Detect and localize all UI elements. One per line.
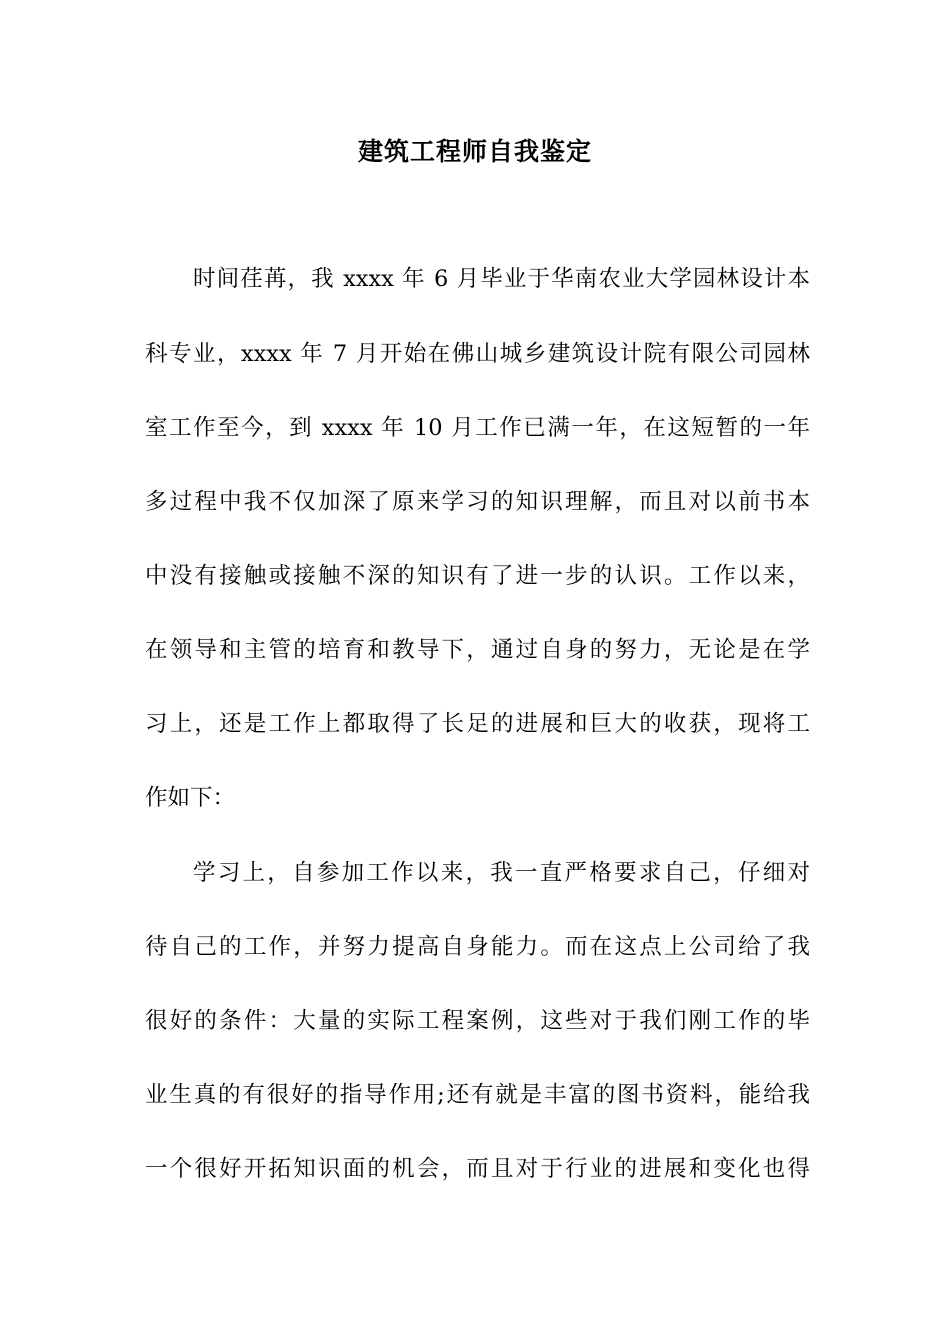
paragraph-line: 时间荏苒，我 xxxx 年 6 月毕业于华南农业大学园林设计本 [193, 266, 810, 292]
paragraph-line: 中没有接触或接触不深的知识有了进一步的认识。工作以来， [145, 563, 810, 589]
paragraph-line: 习上，还是工作上都取得了长足的进展和巨大的收获，现将工 [145, 711, 810, 737]
paragraph-line: 在领导和主管的培育和教导下，通过自身的努力，无论是在学 [145, 637, 810, 663]
paragraph-line: 科专业，xxxx 年 7 月开始在佛山城乡建筑设计院有限公司园林 [145, 341, 810, 367]
paragraph-line: 业生真的有很好的指导作用;还有就是丰富的图书资料，能给我 [145, 1082, 810, 1108]
paragraph-line: 学习上，自参加工作以来，我一直严格要求自己，仔细对 [193, 860, 810, 886]
paragraph-line: 多过程中我不仅加深了原来学习的知识理解，而且对以前书本 [145, 489, 810, 515]
paragraph-line: 作如下： [145, 785, 236, 811]
paragraph-line: 室工作至今，到 xxxx 年 10 月工作已满一年，在这短暂的一年 [145, 415, 810, 441]
paragraph-line: 一个很好开拓知识面的机会，而且对于行业的进展和变化也得 [145, 1156, 810, 1182]
paragraph-line: 很好的条件：大量的实际工程案例，这些对于我们刚工作的毕 [145, 1008, 810, 1034]
document-title: 建筑工程师自我鉴定 [357, 137, 592, 166]
paragraph-line: 待自己的工作，并努力提高自身能力。而在这点上公司给了我 [145, 934, 810, 960]
